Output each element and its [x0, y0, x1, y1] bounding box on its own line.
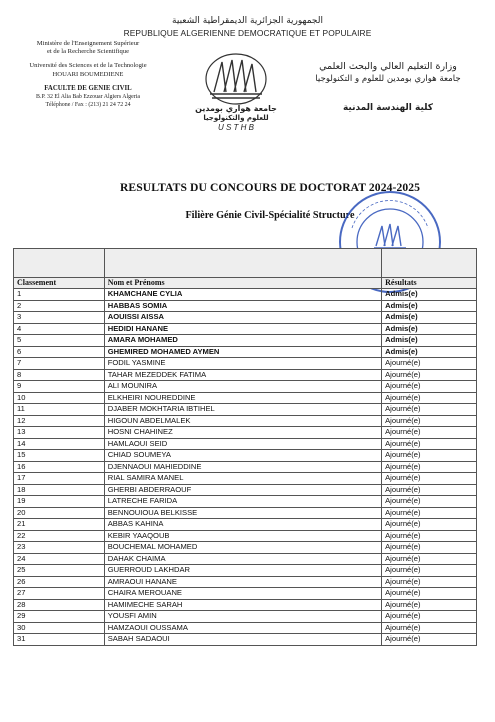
table-row: [14, 312, 477, 324]
table-row: [14, 427, 477, 439]
result-cell: Ajourné(e): [382, 496, 477, 508]
table-row: [14, 507, 477, 519]
faculty-address: B.P. 32 El Alia Bab Ezzouar Algiers Algeria: [36, 94, 140, 101]
table-row: [14, 415, 477, 427]
result-cell: Ajourné(e): [382, 415, 477, 427]
table-row: [14, 392, 477, 404]
logo-text-ar-1: جامعة هواري بومدين: [195, 104, 277, 113]
name-cell: CHAIRA MEROUANE: [104, 588, 381, 600]
table-row: [14, 461, 477, 473]
result-cell: Ajourné(e): [382, 438, 477, 450]
result-cell: Ajourné(e): [382, 565, 477, 577]
rank-cell: 3: [14, 312, 105, 324]
name-cell: TAHAR MEZEDDEK FATIMA: [104, 369, 381, 381]
name-cell: FODIL YASMINE: [104, 358, 381, 370]
table-row: [14, 323, 477, 335]
university-line-2: HOUARI BOUMEDIENE: [52, 70, 124, 78]
republic-arabic: الجمهورية الجزائرية الديمقراطية الشعبية: [172, 16, 323, 26]
faculty-arabic: كلية الهندسة المدنية: [342, 103, 434, 113]
usthb-logo-icon: [186, 52, 286, 132]
name-cell: KEBIR YAAQOUB: [104, 530, 381, 542]
result-cell: Ajourné(e): [382, 473, 477, 485]
table-row: [14, 599, 477, 611]
header-result: Résultats: [382, 278, 477, 289]
rank-cell: 5: [14, 335, 105, 347]
table-row: [14, 622, 477, 634]
table-row: [14, 346, 477, 358]
result-cell: Ajourné(e): [382, 461, 477, 473]
result-cell: Admis(e): [382, 335, 477, 347]
name-cell: ELKHEIRI NOUREDDINE: [104, 392, 381, 404]
rank-cell: 6: [14, 346, 105, 358]
rank-cell: 22: [14, 530, 105, 542]
result-cell: Ajourné(e): [382, 611, 477, 623]
result-cell: Ajourné(e): [382, 484, 477, 496]
result-cell: Admis(e): [382, 312, 477, 324]
table-row: [14, 588, 477, 600]
name-cell: RIAL SAMIRA MANEL: [104, 473, 381, 485]
page-subtitle: Filière Génie Civil-Spécialité Structure: [185, 210, 355, 221]
table-row: [14, 634, 477, 646]
result-cell: Ajourné(e): [382, 588, 477, 600]
rank-cell: 21: [14, 519, 105, 531]
rank-cell: 9: [14, 381, 105, 393]
rank-cell: 8: [14, 369, 105, 381]
result-cell: Ajourné(e): [382, 542, 477, 554]
table-row: [14, 611, 477, 623]
rank-cell: 28: [14, 599, 105, 611]
header-name: Nom et Prénoms: [104, 278, 381, 289]
result-cell: Ajourné(e): [382, 404, 477, 416]
result-cell: Ajourné(e): [382, 381, 477, 393]
table-row: [14, 300, 477, 312]
table-row: [14, 404, 477, 416]
header-rank: Classement: [14, 278, 105, 289]
table-row: [14, 542, 477, 554]
name-cell: ALI MOUNIRA: [104, 381, 381, 393]
result-cell: Ajourné(e): [382, 634, 477, 646]
rank-cell: 19: [14, 496, 105, 508]
rank-cell: 14: [14, 438, 105, 450]
name-cell: SABAH SADAOUI: [104, 634, 381, 646]
result-cell: Ajourné(e): [382, 599, 477, 611]
right-institution-block: [288, 60, 488, 113]
rank-cell: 11: [14, 404, 105, 416]
rank-cell: 10: [14, 392, 105, 404]
name-cell: HAMLAOUI SEID: [104, 438, 381, 450]
university-arabic: جامعة هواري بومدين للعلوم و التكنولوجيا: [315, 74, 461, 84]
name-cell: LATRECHE FARIDA: [104, 496, 381, 508]
rank-cell: 26: [14, 576, 105, 588]
university-line-1: Université des Sciences et de la Technologie: [29, 62, 147, 70]
result-cell: Admis(e): [382, 300, 477, 312]
name-cell: AMARA MOHAMED: [104, 335, 381, 347]
rank-cell: 30: [14, 622, 105, 634]
result-cell: Admis(e): [382, 346, 477, 358]
name-cell: BOUCHEMAL MOHAMED: [104, 542, 381, 554]
result-cell: Ajourné(e): [382, 450, 477, 462]
name-cell: GHEMIRED MOHAMED AYMEN: [104, 346, 381, 358]
rank-cell: 20: [14, 507, 105, 519]
table-header-spacer: [14, 249, 477, 278]
rank-cell: 29: [14, 611, 105, 623]
name-cell: HAMZAOUI OUSSAMA: [104, 622, 381, 634]
rank-cell: 18: [14, 484, 105, 496]
ministry-arabic: وزارة التعليم العالي والبحث العلمي: [319, 61, 457, 72]
result-cell: Admis(e): [382, 289, 477, 301]
name-cell: DJABER MOKHTARIA IBTIHEL: [104, 404, 381, 416]
rank-cell: 15: [14, 450, 105, 462]
table-row: [14, 530, 477, 542]
rank-cell: 16: [14, 461, 105, 473]
result-cell: Ajourné(e): [382, 392, 477, 404]
name-cell: YOUSFI AMIN: [104, 611, 381, 623]
table-row: [14, 553, 477, 565]
name-cell: GHERBI ABDERRAOUF: [104, 484, 381, 496]
result-cell: Ajourné(e): [382, 507, 477, 519]
rank-cell: 17: [14, 473, 105, 485]
table-row: [14, 576, 477, 588]
name-cell: HABBAS SOMIA: [104, 300, 381, 312]
faculty-phone: Téléphone / Fax : (213) 21 24 72 24: [45, 102, 131, 109]
rank-cell: 7: [14, 358, 105, 370]
rank-cell: 13: [14, 427, 105, 439]
rank-cell: 27: [14, 588, 105, 600]
name-cell: HOSNI CHAHINEZ: [104, 427, 381, 439]
table-row: [14, 473, 477, 485]
name-cell: HIGOUN ABDELMALEK: [104, 415, 381, 427]
result-cell: Ajourné(e): [382, 530, 477, 542]
name-cell: DAHAK CHAIMA: [104, 553, 381, 565]
rank-cell: 1: [14, 289, 105, 301]
table-row: [14, 484, 477, 496]
rank-cell: 23: [14, 542, 105, 554]
table-row: [14, 335, 477, 347]
name-cell: HEDIDI HANANE: [104, 323, 381, 335]
result-cell: Ajourné(e): [382, 576, 477, 588]
republic-french: REPUBLIQUE ALGERIENNE DEMOCRATIQUE ET POPULAIRE: [123, 28, 372, 38]
table-row: [14, 438, 477, 450]
result-cell: Ajourné(e): [382, 519, 477, 531]
rank-cell: 31: [14, 634, 105, 646]
name-cell: AOUISSI AISSA: [104, 312, 381, 324]
table-row: [14, 358, 477, 370]
table-row: [14, 369, 477, 381]
result-cell: Admis(e): [382, 323, 477, 335]
result-cell: Ajourné(e): [382, 427, 477, 439]
name-cell: CHIAD SOUMEYA: [104, 450, 381, 462]
results-table: [13, 248, 477, 646]
result-cell: Ajourné(e): [382, 369, 477, 381]
rank-cell: 12: [14, 415, 105, 427]
table-row: [14, 565, 477, 577]
result-cell: Ajourné(e): [382, 622, 477, 634]
rank-cell: 24: [14, 553, 105, 565]
name-cell: BENNOUIOUA BELKISSE: [104, 507, 381, 519]
result-cell: Ajourné(e): [382, 553, 477, 565]
ministry-line-1: Ministère de l'Enseignement Supérieur: [36, 40, 140, 47]
faculty-name: FACULTE DE GENIE CIVIL: [44, 84, 132, 92]
table-row: [14, 289, 477, 301]
logo-text-ar-2: للعلوم والتكنولوجيا: [203, 114, 269, 122]
page-title: RESULTATS DU CONCOURS DE DOCTORAT 2024-2025: [119, 181, 421, 194]
name-cell: DJENNAOUI MAHIEDDINE: [104, 461, 381, 473]
name-cell: HAMIMECHE SARAH: [104, 599, 381, 611]
table-row: [14, 519, 477, 531]
table-row: [14, 496, 477, 508]
rank-cell: 4: [14, 323, 105, 335]
rank-cell: 2: [14, 300, 105, 312]
name-cell: ABBAS KAHINA: [104, 519, 381, 531]
ministry-line-2: et de la Recherche Scientifique: [46, 48, 130, 56]
left-institution-block: [8, 40, 168, 109]
logo-letters: U S T H B: [217, 123, 255, 132]
name-cell: AMRAOUI HANANE: [104, 576, 381, 588]
name-cell: GUERROUD LAKHDAR: [104, 565, 381, 577]
rank-cell: 25: [14, 565, 105, 577]
name-cell: KHAMCHANE CYLIA: [104, 289, 381, 301]
table-header-row: [14, 278, 477, 289]
table-row: [14, 381, 477, 393]
result-cell: Ajourné(e): [382, 358, 477, 370]
table-row: [14, 450, 477, 462]
